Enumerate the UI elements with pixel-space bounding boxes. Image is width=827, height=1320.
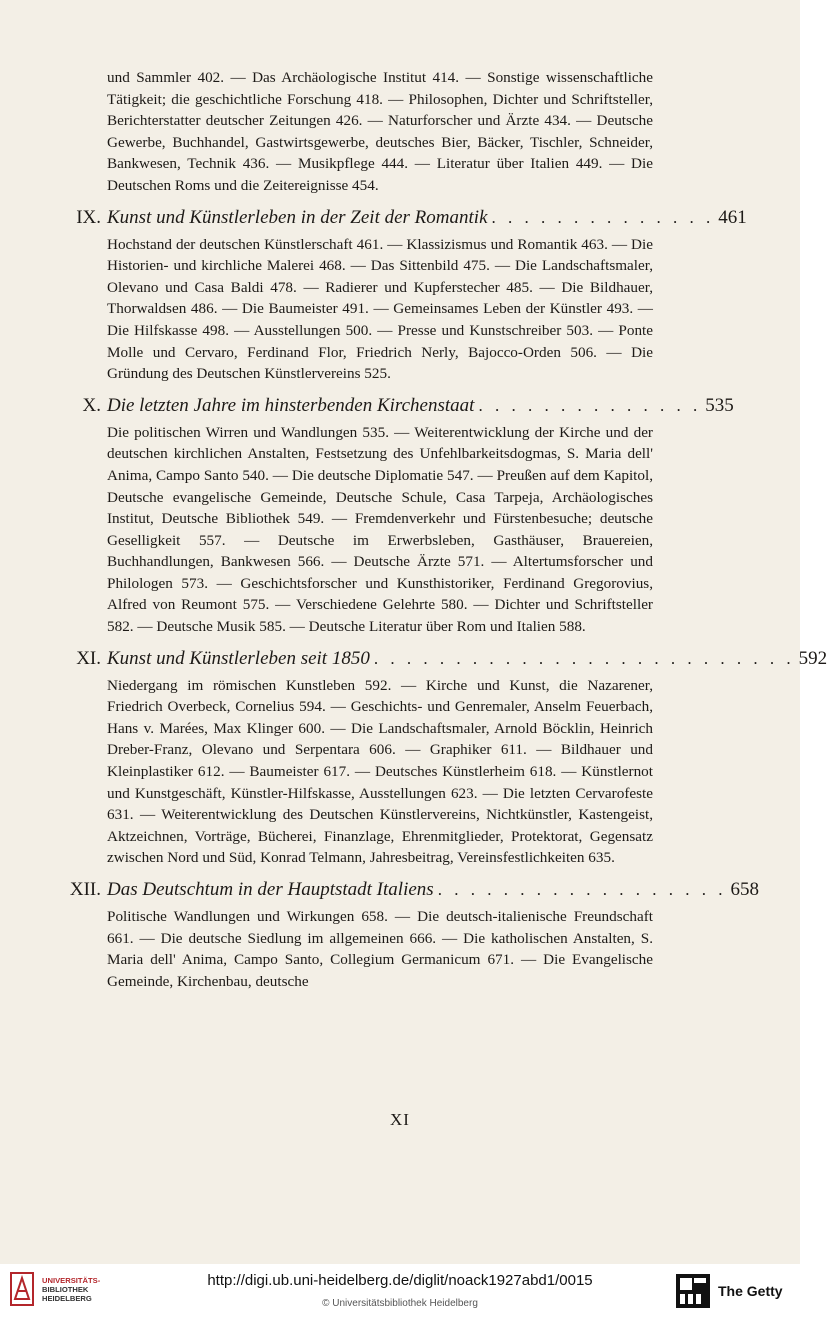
library-line: BIBLIOTHEK [42,1284,89,1294]
chapter-page: 592 [798,647,827,669]
chapter-summary-xi: Niedergang im römischen Kunstleben 592. — Kirche und Kunst, die Nazarener, Friedrich Overbeck, Cornelius 594. — Geschichts- und Genremaler, Anselm Feuerbach, Hans v. Marées, Max Klinger 600. — Die Landschaftsmaler, Arnold Böcklin, Heinrich Dreber-Franz, Olevano und Serpentara 606. — Graphiker 611. — Bildhauer und Kleinplastiker 612. — Baumeister 617. — Deutsches Künstlerheim 618. — Künstlernot und Kunstgeschäft, Künstler-Hilfskasse, Ausstellungen 623. — Die letzten Cervarofeste 631. — Weiterentwicklung des Deutschen Künstlervereins, Nichtkünstler, Kastengeist, Aktzeichnen, Vorträge, Bücherei, Finanzlage, Ehrenmitglieder, Protektorat, Gegensatz zwischen Nord und Süd, Konrad Telmann, Jahresbeitrag, Vereinsfestlichkeiten 635. [107,676,653,867]
leader-dots: . . . . . . . . . . . . . . [478,395,702,415]
chapter-heading-x [57,393,734,419]
chapter-title: Die letzten Jahre im hinsterbenden Kirchenstaat [107,394,475,416]
chapter-heading-xii [57,877,759,903]
chapter-summary-xii: Politische Wandlungen und Wirkungen 658. — Die deutsch-italienische Freundschaft 661. — Die deutsche Siedlung im allgemeinen 666. — Die katholischen Anstalten, S. Maria dell' Anima, Campo Santo, Collegium Germanicum 671. — Die Evangelische Gemeinde, Kirchenbau, deutsche [107,908,653,990]
chapter-heading-xi [57,646,827,672]
chapter-number: XII. [69,879,101,900]
viewer-footer [0,1264,800,1320]
library-line: HEIDELBERG [42,1293,92,1303]
chapter-page: 535 [705,394,734,416]
getty-logo-icon [676,1274,710,1308]
chapter-title: Kunst und Künstlerleben in der Zeit der Romantik [107,206,488,228]
leader-dots: . . . . . . . . . . . . . . [491,207,715,227]
leader-dots: . . . . . . . . . . . . . . . . . . . . . . . . . . [373,648,795,668]
chapter-title: Das Deutschtum in der Hauptstadt Italiens [107,879,434,900]
leader-dots: . . . . . . . . . . . . . . . . . . [437,880,727,899]
library-line: UNIVERSITÄTS- [42,1275,101,1285]
chapter-page: 461 [718,206,747,228]
intro-paragraph: und Sammler 402. — Das Archäologische Institut 414. — Sonstige wissenschaftliche Tätigkeit; die geschichtliche Forschung 418. — Philosophen, Dichter und Schriftsteller, Berichterstatter deutscher Zeitungen 426. — Naturforscher und Ärzte 434. — Deutsche Gewerbe, Buchhandel, Gastwirtsgewerbe, deutsches Bier, Bäcker, Tischler, Schneider, Bankwesen, Technik 436. — Musikpflege 444. — Literatur über Italien 449. — Die Deutschen Roms und die Zeitereignisse 454. [107,69,653,194]
chapter-title: Kunst und Künstlerleben seit 1850 [107,647,370,669]
chapter-page: 658 [730,879,759,900]
sponsor-name: The Getty [718,1283,783,1299]
sponsor-logo[interactable] [676,1274,783,1308]
chapter-number: XI. [76,647,101,669]
chapter-heading-ix [57,205,747,231]
chapter-summary-ix: Hochstand der deutschen Künstlerschaft 461. — Klassizismus und Romantik 463. — Die Historien- und kirchliche Malerei 468. — Das Sittenbild 475. — Die Landschaftsmaler, Olevano und Casa Baldi 478. — Radierer und Kupferstecher 485. — Die Bildhauer, Thorwaldsen 486. — Die Baumeister 491. — Gemeinsames Leben der Künstler 493. — Die Hilfskasse 498. — Ausstellungen 500. — Presse und Kunstschreiber 503. — Ponte Molle und Cervaro, Ferdinand Flor, Friedrich Nerly, Bajocco-Orden 506. — Die Gründung des Deutschen Künstlervereins 525. [107,235,653,383]
permalink-url[interactable]: http://digi.ub.uni-heidelberg.de/diglit/noack1927abd1/0015 [207,1272,593,1289]
chapter-number: X. [82,394,101,416]
toc-text [69,67,827,992]
chapter-summary-x: Die politischen Wirren und Wandlungen 535. — Weiterentwicklung der Kirche und der deutschen kirchlichen Anstalten, Festsetzung des Unfehlbarkeitsdogmas, S. Maria dell' Anima, Campo Santo 540. — Die deutsche Diplomatie 547. — Preußen auf dem Kapitol, Deutsche evangelische Gemeinde, Deutsche Schule, Casa Tarpeja, Archäologisches Institut, Deutsche Bibliothek 549. — Fremdenverkehr und Fürstenbesuche; deutsche Geselligkeit 557. — Deutsche im Erwerbsleben, Gasthäuser, Brauereien, Buchhandlungen, Bankwesen 566. — Deutsche Ärzte 571. — Altertumsforscher und Philologen 573. — Geschichtsforscher und Kunsthistoriker, Ferdinand Gregorovius, Alfred von Reumont 575. — Verschiedene Gelehrte 580. — Dichter und Schriftsteller 582. — Deutsche Musik 585. — Deutsche Literatur über Rom und Italien 588. [107,423,653,636]
chapter-number: IX. [76,206,101,228]
page-folio: XI [390,1110,410,1129]
copyright-notice: © Universitätsbibliothek Heidelberg [322,1298,478,1309]
